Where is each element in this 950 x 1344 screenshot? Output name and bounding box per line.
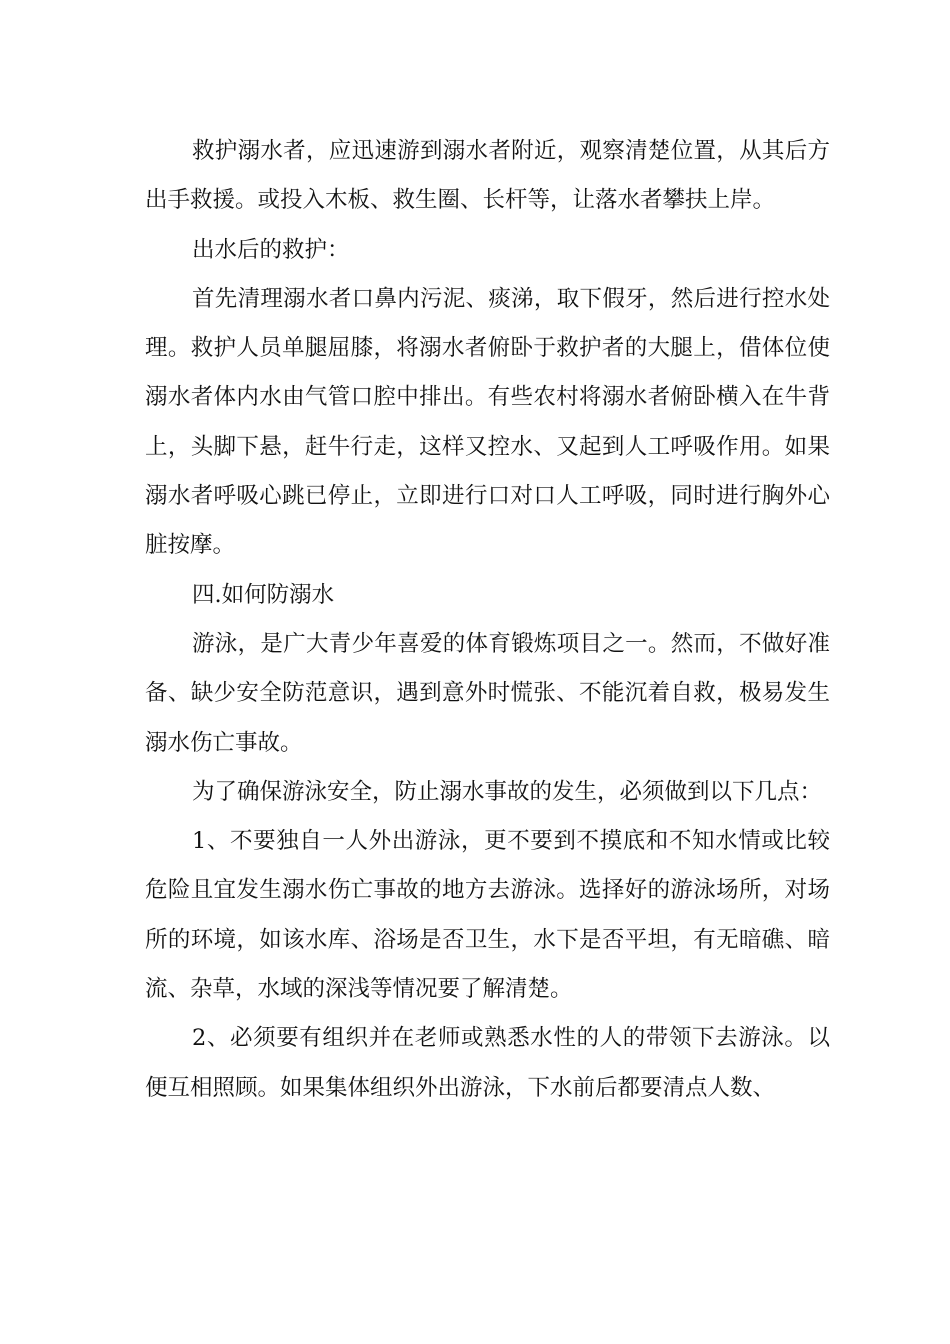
document-body <box>145 127 830 1113</box>
paragraph-safety-requirements: 为了确保游泳安全，防止溺水事故的发生，必须做到以下几点： <box>192 778 823 805</box>
list-item-rule-2: 2、必须要有组织并在老师或熟悉水性的人的带领下去游泳。以便互相照顾。如果集体组织外出游泳，下水前后都要清点人数、 <box>145 1025 830 1101</box>
paragraph-swimming-intro: 游泳，是广大青少年喜爱的体育锻炼项目之一。然而，不做好准备、缺少安全防范意识，遇到意外时慌张、不能沉着自救，极易发生溺水伤亡事故。 <box>145 630 830 756</box>
heading-after-water-rescue: 出水后的救护： <box>192 236 350 263</box>
paragraph-after-water-rescue: 首先清理溺水者口鼻内污泥、痰涕，取下假牙，然后进行控水处理。救护人员单腿屈膝，将溺水者俯卧于救护者的大腿上，借体位使溺水者体内水由气管口腔中排出。有些农村将溺水者俯卧横入在牛背上，头脚下悬，赶牛行走，这样又控水、又起到人工呼吸作用。如果溺水者呼吸心跳已停止，立即进行口对口人工呼吸，同时进行胸外心脏按摩。 <box>145 285 830 559</box>
paragraph-rescue-in-water: 救护溺水者，应迅速游到溺水者附近，观察清楚位置，从其后方出手救援。或投入木板、救生圈、长杆等，让落水者攀扶上岸。 <box>145 138 830 214</box>
list-item-rule-1: 1、不要独自一人外出游泳，更不要到不摸底和不知水情或比较危险且宜发生溺水伤亡事故的地方去游泳。选择好的游泳场所，对场所的环境，如该水库、浴场是否卫生，水下是否平坦，有无暗礁、暗流、杂草，水域的深浅等情况要了解清楚。 <box>145 828 830 1003</box>
section-heading-prevent-drowning: 四.如何防溺水 <box>192 581 335 608</box>
